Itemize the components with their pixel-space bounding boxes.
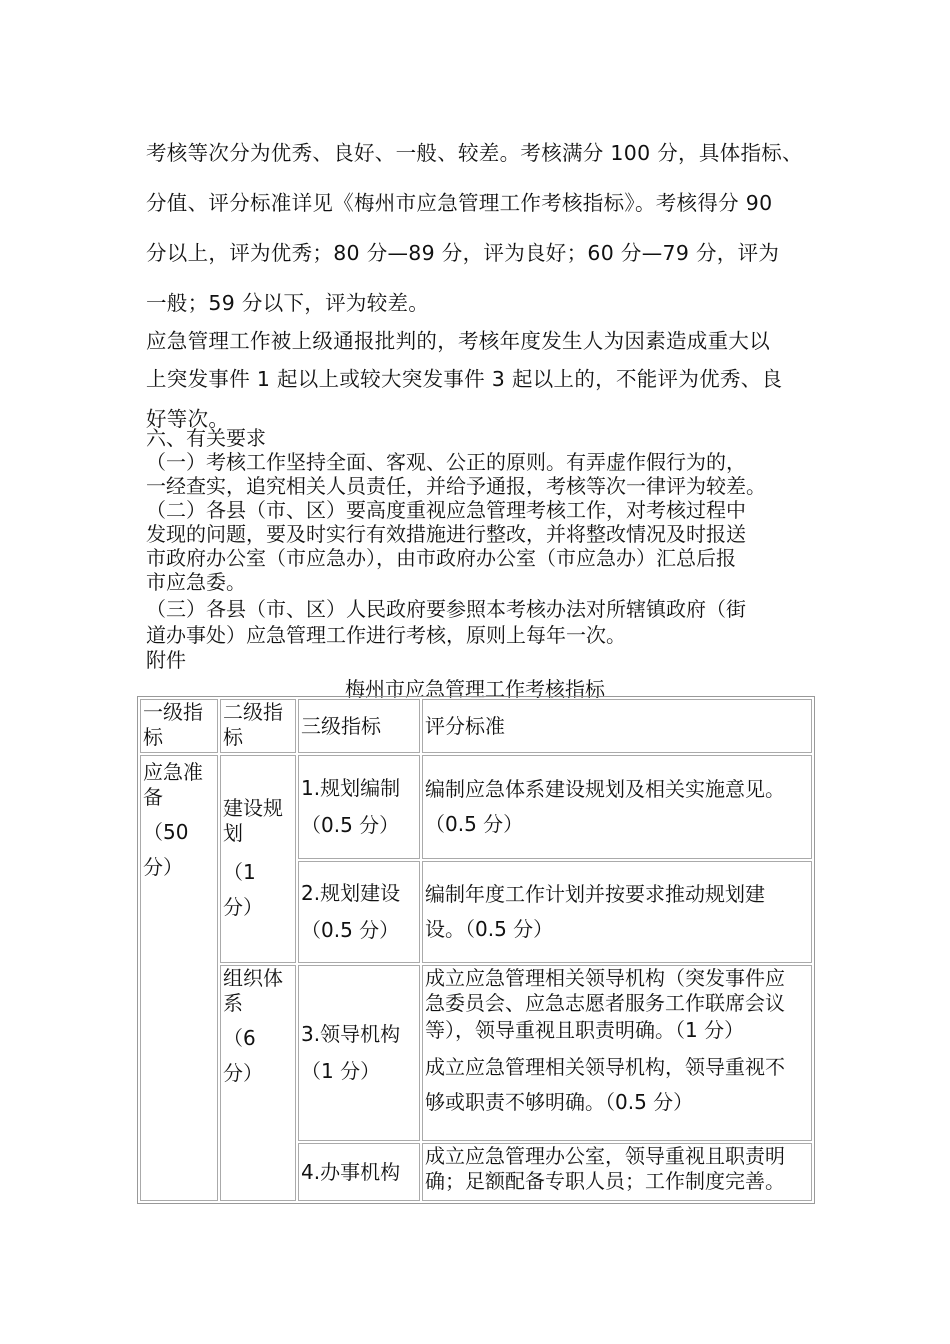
level3-cell [298,861,420,963]
cell-text: 3.领导机构 [301,1022,401,1046]
cell-text: 分） [223,895,263,919]
paragraph-line: 一经查实，追究相关人员责任，并给予通报，考核等次一律评为较差。 [146,474,766,498]
paragraph-line: （三）各县（市、区）人民政府要参照本考核办法对所辖镇政府（街 [146,597,746,621]
cell-text: 成立应急管理相关领导机构（突发事件应 [425,966,785,990]
criteria-cell [422,1143,812,1201]
cell-text: （6 [223,1026,256,1050]
cell-text: （1 分） [301,1059,381,1083]
cell-text: 2.规划建设 [301,881,401,905]
criteria-cell [422,965,812,1141]
cell-text: 编制应急体系建设规划及相关实施意见。 [425,777,785,801]
cell-text: （0.5 分） [425,812,524,836]
level3-cell [298,965,420,1141]
cell-text: 分） [143,855,183,879]
level2-cell [220,965,296,1201]
paragraph-line: 分以上，评为优秀；80 分—89 分，评为良好；60 分—79 分，评为 [146,241,780,265]
header-text: 标 [143,725,163,749]
cell-text: 设。（0.5 分） [425,917,554,941]
cell-text: 成立应急管理相关领导机构，领导重视不 [425,1055,785,1079]
cell-text: （0.5 分） [301,813,400,837]
paragraph-line: （二）各县（市、区）要高度重视应急管理考核工作，对考核过程中 [146,498,746,522]
header-level3: 三级指标 [298,699,420,753]
paragraph-line: 分值、评分标准详见《梅州市应急管理工作考核指标》。考核得分 90 [146,191,773,215]
cell-text: （50 [143,820,189,844]
paragraph-line: 发现的问题，要及时实行有效措施进行整改，并将整改情况及时报送 [146,522,746,546]
level3-cell: 4.办事机构 [298,1143,420,1201]
paragraph-line: 应急管理工作被上级通报批判的，考核年度发生人为因素造成重大以 [146,329,770,353]
header-text: 一级指 [143,700,203,724]
level2-cell [220,755,296,963]
table-row [140,755,812,859]
cell-text: 等），领导重视且职责明确。（1 分） [425,1018,745,1042]
header-text: 二级指 [223,700,283,724]
cell-text: （0.5 分） [301,918,400,942]
table-header-row [140,699,812,753]
header-criteria: 评分标准 [422,699,812,753]
cell-text: 组织体 [223,966,283,990]
criteria-cell [422,755,812,859]
cell-text: 成立应急管理办公室，领导重视且职责明 [425,1144,785,1168]
cell-text: 应急准 [143,760,203,784]
paragraph-line: 市政府办公室（市应急办），由市政府办公室（市应急办）汇总后报 [146,546,736,570]
paragraph-line: 上突发事件 1 起以上或较大突发事件 3 起以上的，不能评为优秀、良 [146,367,783,391]
cell-text: 系 [223,991,243,1015]
paragraph-line: 考核等次分为优秀、良好、一般、较差。考核满分 100 分，具体指标、 [146,141,803,165]
cell-text: 分） [223,1061,263,1085]
section-heading: 六、有关要求 [146,426,266,450]
cell-text: （1 [223,860,256,884]
cell-text: 1.规划编制 [301,776,401,800]
cell-text: 建设规 [223,796,283,820]
paragraph-line: 一般；59 分以下，评为较差。 [146,291,430,315]
paragraph-line: （一）考核工作坚持全面、客观、公正的原则。有弄虚作假行为的， [146,450,746,474]
cell-text: 够或职责不够明确。（0.5 分） [425,1090,694,1114]
table-caption: 梅州市应急管理工作考核指标 [345,677,605,701]
cell-text: 急委员会、应急志愿者服务工作联席会议 [425,991,785,1015]
attachment-label: 附件 [146,648,186,672]
cell-text: 划 [223,821,243,845]
cell-text: 编制年度工作计划并按要求推动规划建 [425,882,765,906]
level3-cell [298,755,420,859]
level1-cell [140,755,218,1201]
criteria-cell [422,861,812,963]
paragraph-line: 市应急委。 [146,570,246,594]
table-row [140,965,812,1141]
paragraph-line: 道办事处）应急管理工作进行考核，原则上每年一次。 [146,623,626,647]
cell-text: 确；足额配备专职人员；工作制度完善。 [425,1169,785,1193]
header-level2 [220,699,296,753]
cell-text: 备 [143,785,163,809]
header-text: 标 [223,725,243,749]
header-level1 [140,699,218,753]
paragraph-line: 好等次。 [146,407,230,431]
indicator-table [137,696,815,1204]
